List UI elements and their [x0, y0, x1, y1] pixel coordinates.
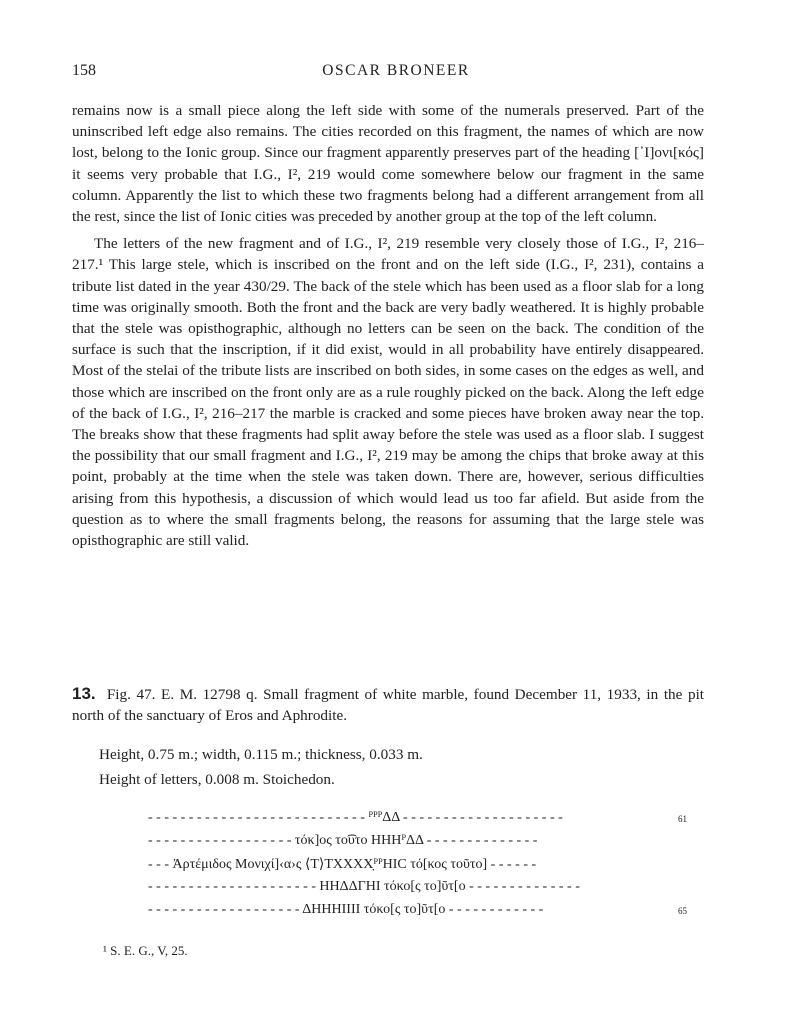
letter-height-line: Height of letters, 0.008 m. Stoichedon.	[99, 771, 335, 788]
inscription-line	[148, 833, 708, 856]
footnote: ¹ S. E. G., V, 25.	[103, 943, 188, 958]
inscription-line-text: - - - - - - - - - - - - - - - - - - - - - - - - - - - ᴾᴾᴾΔΔ - - - - - - - - - - - - - - - - - - - -	[148, 810, 563, 825]
inscription-line-text: - - - - - - - - - - - - - - - - - - - - - ΗΗΔΔΓΗΙ τόκο[ς το]ῦτ[ο - - - - - - - - - - - - - -	[148, 879, 580, 894]
inscription-line-text: - - - - - - - - - - - - - - - - - - τόκ]ος το͡υτο ΗΗΗᴾΔΔ - - - - - - - - - - - - - -	[148, 833, 538, 848]
inscription-line	[148, 879, 708, 902]
dimensions-block	[99, 742, 423, 792]
main-text	[72, 100, 704, 557]
running-author: OSCAR BRONEER	[322, 62, 470, 79]
entry-number: 13.	[72, 684, 96, 703]
inscription-line	[148, 810, 708, 833]
dimensions-line: Height, 0.75 m.; width, 0.115 m.; thickness, 0.033 m.	[99, 746, 423, 763]
paragraph-continued: remains now is a small piece along the left side with some of the numerals preserved. Part of the uninscribed left edge also remains. The cities recorded on this fragment, the names of which are now lost, belong to the Ionic group. Since our fragment apparently preserves part of the heading [᾿Ι]ονι[κός] it seems very probable that I.G., I², 219 would come somewhere below our fragment in the same column. Apparently the list to which these two fragments belong had a different arrangement from all the rest, since the list of Ionic cities was preceded by another group at the top of the left column.	[72, 102, 704, 226]
page-number: 158	[72, 62, 96, 79]
line-number: 61	[678, 814, 687, 824]
inscription-line-text: - - - - - - - - - - - - - - - - - - - ΔΗΗΗΙΙΙΙ τόκο[ς το]ῦτ[ο - - - - - - - - - - - -	[148, 902, 544, 917]
inscription-line	[148, 856, 708, 879]
running-header	[72, 62, 720, 84]
line-number: 65	[678, 906, 687, 916]
inscription-line	[148, 902, 708, 925]
inscription-line-text: - - - Ἀρτέμιδος Μονιχί]‹α›ς ⟨Τ⟩ΤΧΧΧΧ̣ᴾᴾΗΙC τό[κος τοῦτο] - - - - - -	[148, 857, 537, 872]
paragraph: The letters of the new fragment and of I.G., I², 219 resemble very closely those of I.G., I², 216–217.¹ This large stele, which is inscribed on the front and on the left side (I.G., I², 231), contains a tribute list dated in the year 430/29. The back of the stele which has been used as a floor slab for a long time was originally smooth. Both the front and the back are very badly weathered. It is highly probable that the stele was opisthographic, although no letters can be seen on the back. The condition of the surface is such that the inscription, if it did exist, would in all probability have entirely disappeared. Most of the stelai of the tribute lists are inscribed on both sides, in some cases on the edges as well, and those which are inscribed on the front only are as a rule roughly picked on the back. Along the left edge of the back of I.G., I², 216–217 the marble is cracked and some pieces have broken away near the top. The breaks show that these fragments had split away before the stele was used as a floor slab. I suggest the possibility that our small fragment and I.G., I², 219 may be among the chips that broke away at this point, probably at the time when the stele was taken down. There are, however, serious difficulties arising from this hypothesis, a discussion of which would lead us too far afield. But aside from the question as to where the small fragments belong, the reasons for assuming that the large stele was opisthographic are still valid.	[72, 235, 704, 550]
catalog-entry-13	[72, 683, 704, 726]
entry-description: Fig. 47. E. M. 12798 q. Small fragment of white marble, found December 11, 1933, in the pit north of the sanctuary of Eros and Aphrodite.	[72, 686, 705, 725]
inscription-text	[148, 810, 708, 925]
